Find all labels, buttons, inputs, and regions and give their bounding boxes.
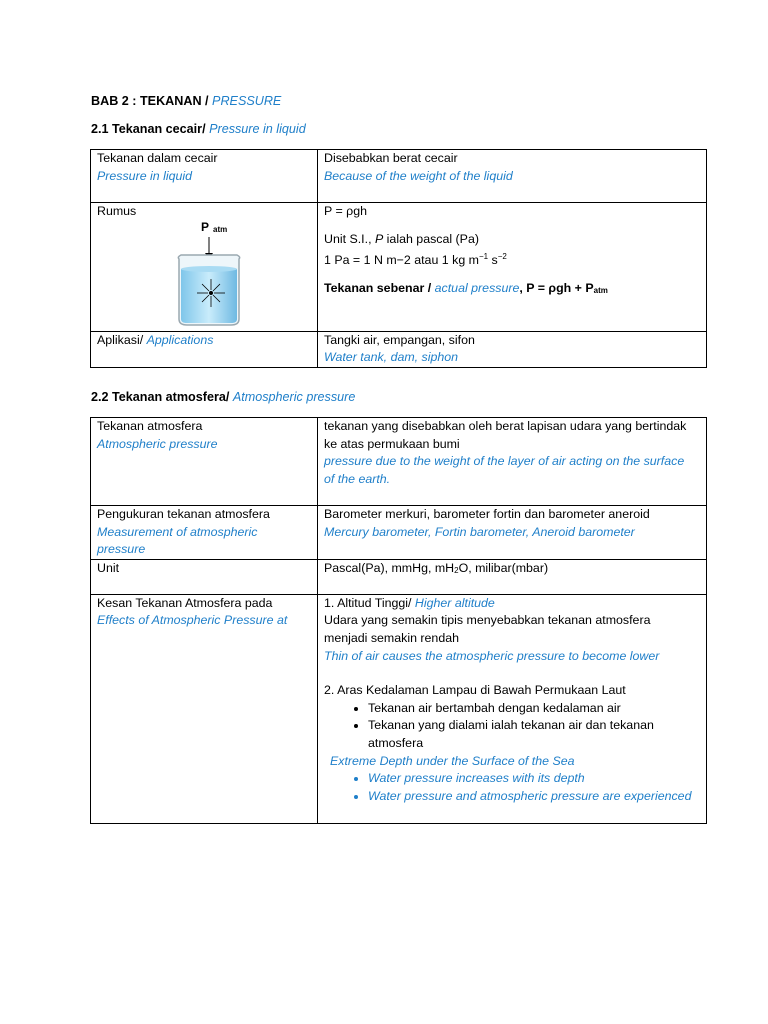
row-label: Aplikasi/ Applications [97,332,214,347]
table-cell [318,331,707,367]
table-atmospheric-pressure [90,417,707,824]
pascal-definition: 1 Pa = 1 N m−2 atau 1 kg $m^{-1}$ $s^{-2}$ [324,252,507,268]
bullet-list-en [324,770,700,805]
section2-en: Atmospheric pressure [232,390,356,404]
row-label: Pengukuran tekanan atmosfera [97,507,270,521]
section1-prefix: 2.1 Tekanan cecair/ [91,122,210,136]
beaker-icon [169,235,249,327]
section-title-2 [91,390,355,404]
actual-pressure: Tekanan sebenar / actual pressure, P = ρgh + Patm [324,280,608,295]
row-label: Tekanan dalam cecair [97,151,218,165]
point-1-text: menjadi semakin rendah [324,630,459,645]
row-value: tekanan yang disebabkan oleh berat lapisan udara yang bertindak [324,419,687,433]
row-label-en: Atmospheric pressure [97,436,218,451]
row-value-en: Mercury barometer, Fortin barometer, Aneroid barometer [324,524,635,539]
table-cell [318,418,707,506]
chapter-title-en: PRESSURE [212,94,282,108]
table-cell [91,594,318,823]
row-value: Pascal(Pa), mmHg, mH2O, milibar(mbar) [324,560,549,575]
row-label-en: Pressure in liquid [97,168,193,183]
table-row [91,418,707,506]
row-value-en: Water tank, dam, siphon [324,350,459,365]
point-2-heading-en: Extreme Depth under the Surface of the Sea [330,753,575,768]
table-cell [91,331,318,367]
section1-en: Pressure in liquid [209,122,306,136]
table-row [91,559,707,594]
diagram-label: Patm [201,219,228,234]
row-value: ke atas permukaan bumi [324,436,460,451]
row-value: Barometer merkuri, barometer fortin dan barometer aneroid [324,507,650,521]
point-2-heading: 2. Aras Kedalaman Lampau di Bawah Permukaan Laut [324,683,626,698]
table-row [91,150,707,203]
table-pressure-in-liquid [90,149,707,368]
row-value: Tangki air, empangan, sifon [324,332,475,347]
row-label-en: Measurement of atmospheric [97,524,258,539]
table-cell [91,559,318,594]
row-label: Rumus [97,204,137,218]
row-value-en: of the earth. [324,471,391,486]
row-value: Disebabkan berat cecair [324,151,458,165]
list-item: • Water pressure and atmospheric pressure are experienced [368,788,700,806]
table-cell [318,150,707,203]
chapter-title [91,94,281,108]
table-row [91,331,707,367]
table-cell [91,150,318,203]
row-label: Unit [97,560,120,575]
beaker-diagram [97,221,311,331]
table-cell [91,418,318,506]
table-cell [318,594,707,823]
si-unit: Unit S.I., P ialah pascal (Pa) [324,231,479,246]
row-label-en: Effects of Atmospheric Pressure at [97,613,288,628]
point-1-heading: 1. Altitud Tinggi/ Higher altitude [324,595,495,610]
formula: P = ρgh [324,204,367,218]
bullet-list-ms [324,700,700,753]
table-row [91,506,707,560]
table-cell [318,559,707,594]
section-title-1 [91,122,306,136]
row-label: Tekanan atmosfera [97,419,203,433]
section2-prefix: 2.2 Tekanan atmosfera/ [91,390,233,404]
row-value-en: Because of the weight of the liquid [324,168,513,183]
row-label: Kesan Tekanan Atmosfera pada [97,595,273,610]
point-1-text-en: Thin of air causes the atmospheric pressure to become lower [324,648,660,663]
list-item: • Water pressure increases with its depth [368,770,700,788]
list-item: • Tekanan air bertambah dengan kedalaman air [368,700,700,718]
table-cell [91,506,318,560]
table-row [91,203,707,332]
table-cell [91,203,318,332]
list-item: • Tekanan yang dialami ialah tekanan air dan tekanan atmosfera [368,717,700,752]
chapter-prefix: BAB 2 : TEKANAN / [91,94,213,108]
table-row [91,594,707,823]
table-cell [318,506,707,560]
point-1-text: Udara yang semakin tipis menyebabkan tekanan atmosfera [324,613,651,628]
row-value-en: pressure due to the weight of the layer of air acting on the surface [324,454,685,469]
row-label-en: pressure [97,542,146,557]
table-cell [318,203,707,332]
